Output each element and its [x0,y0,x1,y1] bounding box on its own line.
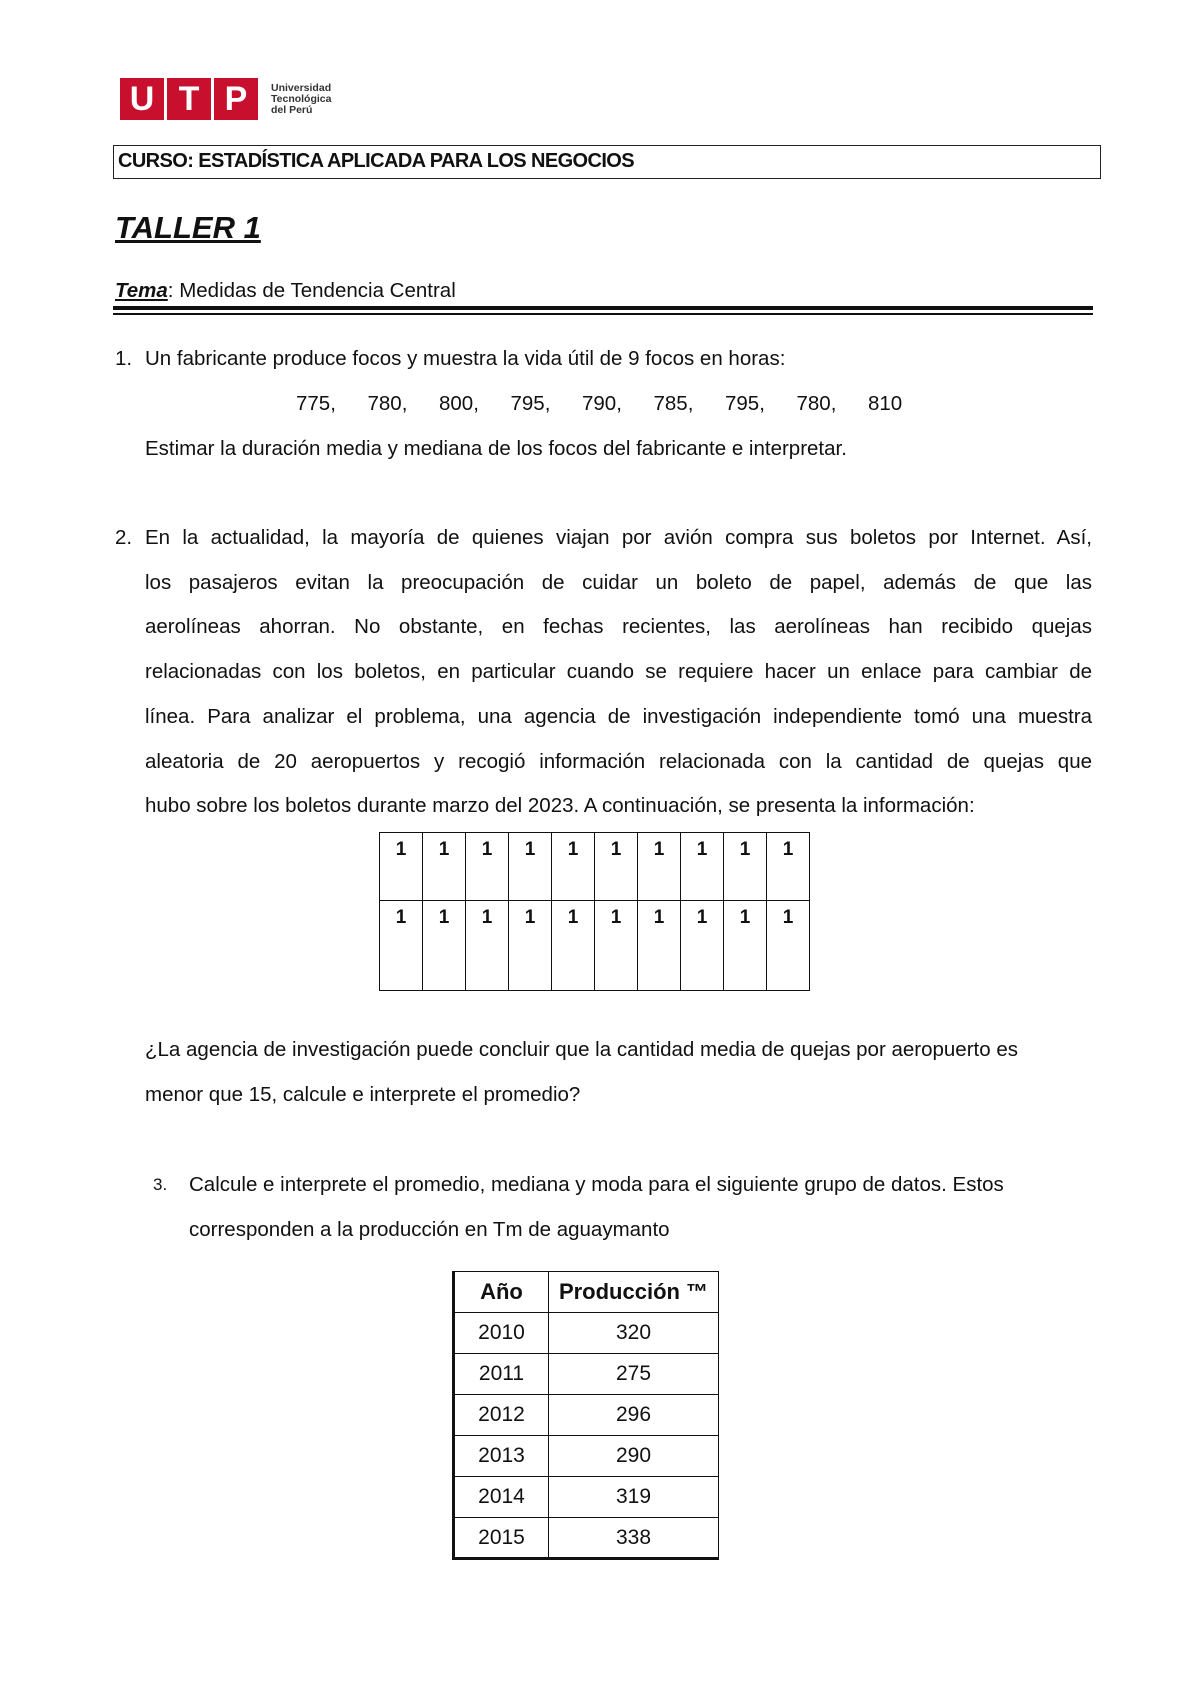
grid-cell: 1 [423,833,466,901]
cell-production: 319 [549,1477,719,1518]
grid-cell: 1 [552,901,595,991]
table-header-row [454,1272,719,1313]
header-year: Año [454,1272,549,1313]
q2-line: En la actualidad, la mayoría de quienes viajan por avión compra sus boletos por Internet. Así, [145,526,1092,549]
logo-letter-t: T [167,78,211,120]
table-row [454,1354,719,1395]
logo-letter-u: U [120,78,164,120]
grid-cell: 1 [638,901,681,991]
q2-line: aleatoria de 20 aeropuertos y recogió información relacionada con la cantidad de quejas que [145,749,1092,773]
q2-question [145,1028,1092,1117]
cell-year: 2013 [454,1436,549,1477]
cell-year: 2014 [454,1477,549,1518]
topic-text: Medidas de Tendencia Central [173,279,456,302]
cell-production: 320 [549,1313,719,1354]
cell-year: 2012 [454,1395,549,1436]
q1-value: 810 [868,392,903,415]
grid-cell: 1 [595,901,638,991]
cell-year: 2010 [454,1313,549,1354]
q1-number: 1. [115,347,133,370]
q1-value: 780, [796,392,837,415]
q1-instruction: Estimar la duración media y mediana de los focos del fabricante e interpretar. [145,437,847,460]
q2-line: hubo sobre los boletos durante marzo del 2023. A continuación, se presenta la información: [145,794,975,818]
q3-text [189,1163,1092,1252]
table-row [454,1477,719,1518]
utp-logo [120,78,331,120]
grid-cell: 1 [380,901,423,991]
topic-line [115,279,456,303]
grid-cell: 1 [466,833,509,901]
cell-year: 2011 [454,1354,549,1395]
grid-cell: 1 [380,833,423,901]
grid-cell: 1 [724,833,767,901]
q2-line: línea. Para analizar el problema, una agencia de investigación independiente tomó una muestra [145,704,1092,728]
q1-value: 775, [296,392,336,415]
table-row [454,1436,719,1477]
q1-text: Un fabricante produce focos y muestra la vida útil de 9 focos en horas: [145,347,786,370]
grid-cell: 1 [638,833,681,901]
table-row [454,1313,719,1354]
grid-cell: 1 [509,833,552,901]
q1-values [296,382,940,427]
q3-line: corresponden a la producción en Tm de aguaymanto [189,1217,670,1241]
q1-value: 800, [439,392,479,415]
q1-value: 780, [367,392,408,415]
topic-label: Tema [115,279,168,302]
logo-line-3: del Perú [271,103,313,116]
q2-number: 2. [115,526,133,549]
logo-university-name [271,83,331,116]
grid-cell: 1 [681,833,724,901]
grid-cell: 1 [466,901,509,991]
divider-thin [113,313,1093,315]
q3-line: Calcule e interprete el promedio, mediana y moda para el siguiente grupo de datos. Estos [189,1173,1004,1196]
grid-cell: 1 [767,901,810,991]
cell-year: 2015 [454,1518,549,1559]
q3-number: 3. [153,1175,168,1194]
course-title-box: CURSO: ESTADÍSTICA APLICADA PARA LOS NEGOCIOS [113,145,1101,179]
topic-separator: : [167,279,174,302]
q1-value: 795, [725,392,765,415]
q2-line: los pasajeros evitan la preocupación de cuidar un boleto de papel, además de que las [145,570,1092,594]
grid-cell: 1 [595,833,638,901]
cell-production: 296 [549,1395,719,1436]
q2-line: relacionadas con los boletos, en particular cuando se requiere hacer un enlace para cambiar de [145,660,1092,684]
cell-production: 338 [549,1518,719,1559]
grid-cell: 1 [552,833,595,901]
table-row [454,1395,719,1436]
q2-question-line: menor que 15, calcule e interprete el promedio? [145,1082,581,1106]
logo-line-1: Universidad [271,81,332,94]
table-row [454,1518,719,1559]
q1-value: 795, [510,392,551,415]
logo-letter-p: P [214,78,258,120]
header-production: Producción ™ [549,1272,719,1313]
grid-row [380,833,810,901]
grid-cell: 1 [724,901,767,991]
cell-production: 290 [549,1436,719,1477]
grid-cell: 1 [767,833,810,901]
q1-value: 790, [582,392,622,415]
q2-question-line: ¿La agencia de investigación puede concluir que la cantidad media de quejas por aeropuerto es [145,1038,1018,1061]
q1-value: 785, [653,392,694,415]
grid-row [380,901,810,991]
logo-line-2: Tecnológica [271,92,332,105]
cell-production: 275 [549,1354,719,1395]
complaints-grid [379,832,810,991]
q2-paragraph [145,516,1092,829]
grid-cell: 1 [681,901,724,991]
divider-thick [113,306,1093,310]
page-title: TALLER 1 [115,210,261,245]
grid-cell: 1 [423,901,466,991]
grid-cell: 1 [509,901,552,991]
q2-line: aerolíneas ahorran. No obstante, en fechas recientes, las aerolíneas han recibido quejas [145,615,1092,639]
production-table [452,1271,719,1560]
